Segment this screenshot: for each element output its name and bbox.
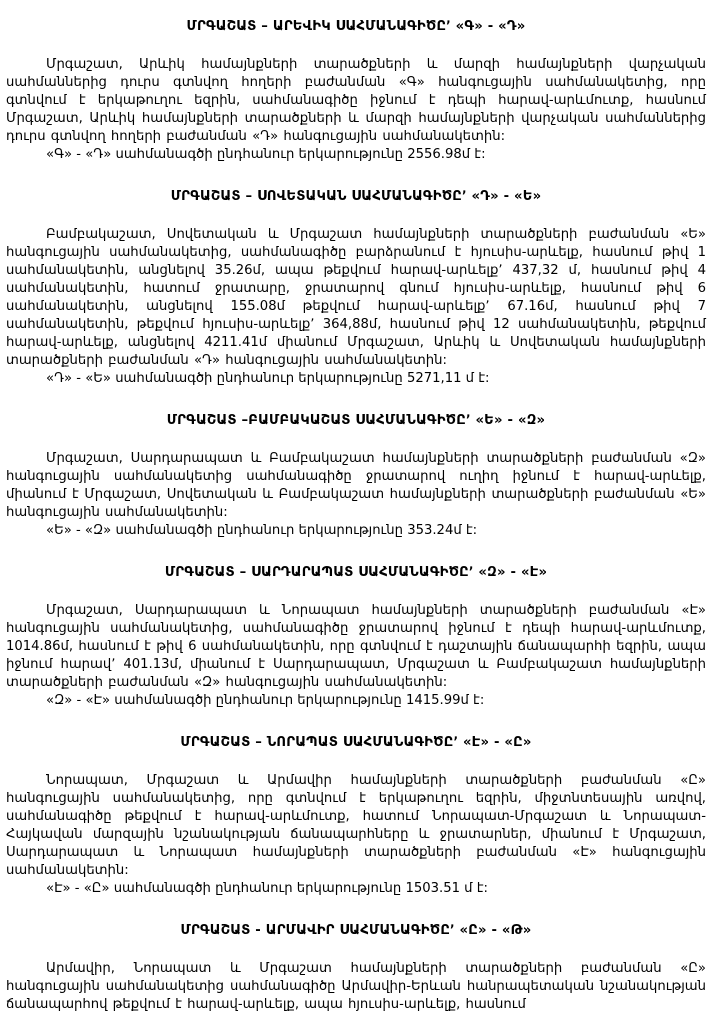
section-heading: ՄՐԳԱՇԱՏ – ԱՐԵՎԻԿ ՍԱՀՄԱՆԱԳԻԾԸ՚ «Գ» - «Դ»: [186, 19, 526, 34]
section-mrgashat-armavir: [6, 922, 706, 1014]
section-heading: ՄՐԳԱՇԱՏ - ԱՐՄԱՎԻՐ ՍԱՀՄԱՆԱԳԻԾԸ՚ «Ը» - «Թ»: [180, 923, 532, 938]
section-mrgashat-norapat: [6, 734, 706, 898]
section-body: Նորապատ, Մրգաշատ և Արմավիր համայնքների տարածքների բաժանման «Ը» հանգուցային սահմանակետից, որը գտնվում է երկաթուղու եզրին, միջտնտեսային առվով, սահմանագիծը թեքվում է հարավ-արևմուտք, հատում Նորապատ-Մրգաշատ և Նորապատ-Հայկավան մարզային նշանակության ճանապարհները և ջրատարներ, միանում է Մրգաշատ, Սարդարապատ և Նորապատ համայնքների տարածքների բաժանման «Է» հանգուցային սահմանակետին:: [6, 773, 706, 878]
section-heading: ՄՐԳԱՇԱՏ – ՍԱՐԴԱՐԱՊԱՏ ՍԱՀՄԱՆԱԳԻԾԸ՚ «Զ» - «Է»: [164, 565, 548, 580]
section-mrgashat-sardarapat: [6, 564, 706, 710]
section-mrgashat-arevik: [6, 18, 706, 164]
section-heading: ՄՐԳԱՇԱՏ –ԲԱՄԲԱԿԱՇԱՏ ՍԱՀՄԱՆԱԳԻԾԸ՚ «Ե» - «Զ»: [166, 413, 546, 428]
section-length-line: «Ե» - «Զ» սահմանագծի ընդհանուր երկարությունը 353.24մ է:: [46, 523, 478, 538]
section-body: Արմավիր, Նորապատ և Մրգաշատ համայնքների տարածքների բաժանման «Ը» հանգուցային սահմանակետից սահմանագիծը Արմավիր-Երևան հանրապետական նշանակության ճանապարհով թեքվում է հարավ-արևելք, ապա հյուսիս-արևելք, հասնում: [6, 961, 706, 1012]
section-length-line: «Գ» - «Դ» սահմանագծի ընդհանուր երկարությունը 2556.98մ է:: [46, 147, 486, 162]
section-length-line: «Է» - «Ը» սահմանագծի ընդհանուր երկարությունը 1503.51 մ է:: [46, 881, 488, 896]
section-length-line: «Զ» - «Է» սահմանագծի ընդհանուր երկարությունը 1415.99մ է:: [46, 693, 485, 708]
section-body: Բամբակաշատ, Սովետական և Մրգաշատ համայնքների տարածքների բաժանման «Ե» հանգուցային սահմանակետից, սահմանագիծը բարձրանում է հյուսիս-արևելք, հասնում թիվ 1 սահմանակետին, անցնելով 35.26մ, ապա թեքվում հարավ-արևելք՚ 437,32 մ, հասնում թիվ 4 սահմանակետին, հատում ջրատարը, ջրատարով գնում հյուսիս-արևելք, հասնում թիվ 6 սահմանակետին, անցնելով 155.08մ թեքվում հարավ-արևելք՚ 67.16մ, հասնում թիվ 7 սահմանակետին, թեքվում հյուսիս-արևելք՚ 364,88մ, հասնում թիվ 12 սահմանակետին, թեքվում հարավ-արևելք, անցնելով 4211.41մ միանում Մրգաշատ, Արևիկ և Սովետական համայնքների տարածքների բաժանման «Դ» հանգուցային սահմանակետին:: [6, 227, 706, 368]
section-body: Մրգաշատ, Սարդարապատ և Նորապատ համայնքների տարածքների բաժանման «Է» հանգուցային սահմանակետից, սահմանագիծը ջրատարով իջնում է դեպի հարավ-արևմուտք, 1014.86մ, հասնում է թիվ 6 սահմանակետին, որը գտնվում է դաշտային ճանապարհի եզրին, ապա իջնում հարավ՚ 401.13մ, միանում է Սարդարապատ, Մրգաշատ և Բամբակաշատ համայնքների տարածքների բաժանման «Զ» հանգուցային սահմանակետին:: [6, 603, 706, 690]
section-body: Մրգաշատ, Սարդարապատ և Բամբակաշատ համայնքների տարածքների բաժանման «Զ» հանգուցային սահմանակետից սահմանագիծը ջրատարով ուղիղ իջնում է հարավ-արևելք, միանում է Մրգաշատ, Սովետական և Բամբակաշատ համայնքների տարածքների բաժանման «Ե» հանգուցային սահմանակետին:: [6, 451, 706, 520]
section-length-line: «Դ» - «Ե» սահմանագծի ընդհանուր երկարությունը 5271,11 մ է:: [46, 371, 490, 386]
section-body: Մրգաշատ, Արևիկ համայնքների տարածքների և մարզի համայնքների վարչական սահմաններից դուրս գտնվող հողերի բաժանման «Գ» հանգուցային սահմանակետից, որը գտնվում է երկաթուղու եզրին, սահմանագիծը իջնում է դեպի հարավ-արևմուտք, հասնում Մրգաշատ, Արևիկ համայնքների տարածքների և մարզի համայնքների վարչական սահմաններից դուրս գտնվող հողերի բաժանման «Դ» հանգուցային սահմանակետին:: [6, 57, 706, 144]
section-mrgashat-sovetakan: [6, 188, 706, 388]
section-mrgashat-bambakashat: [6, 412, 706, 540]
section-heading: ՄՐԳԱՇԱՏ – ՍՈՎԵՏԱԿԱՆ ՍԱՀՄԱՆԱԳԻԾԸ՚ «Դ» - «Ե»: [170, 189, 542, 204]
section-heading: ՄՐԳԱՇԱՏ – ՆՈՐԱՊԱՏ ՍԱՀՄԱՆԱԳԻԾԸ՚ «Է» - «Ը»: [180, 735, 532, 750]
